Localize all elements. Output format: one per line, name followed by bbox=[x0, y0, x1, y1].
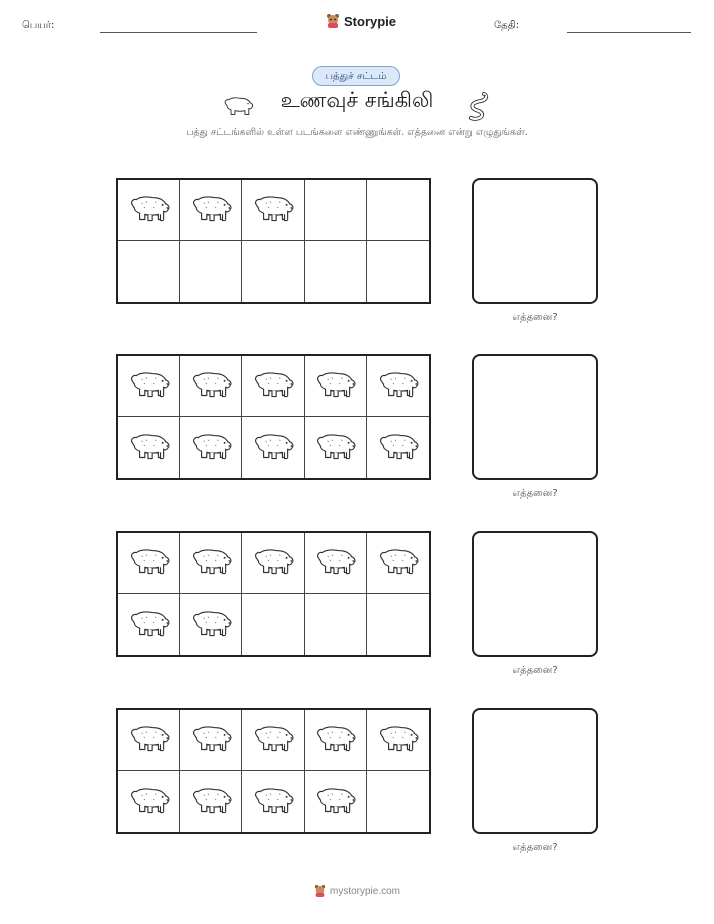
polar-bear-icon bbox=[312, 721, 358, 759]
ten-frame-cell bbox=[367, 594, 429, 655]
worm-icon bbox=[466, 91, 490, 125]
ten-frame-cell bbox=[180, 594, 242, 655]
polar-bear-icon bbox=[250, 783, 296, 821]
answer-box[interactable] bbox=[472, 708, 598, 834]
ten-frame-cell bbox=[118, 356, 180, 417]
answer-box[interactable] bbox=[472, 354, 598, 480]
ten-frame-cell bbox=[367, 417, 429, 478]
ten-frame-cell bbox=[180, 771, 242, 832]
ten-frame bbox=[116, 708, 431, 834]
polar-bear-icon bbox=[126, 606, 172, 644]
how-many-label: எத்தனை? bbox=[512, 842, 558, 853]
date-line[interactable] bbox=[567, 32, 691, 33]
polar-bear-icon bbox=[312, 367, 358, 405]
ten-frame-cell bbox=[242, 356, 304, 417]
polar-bear-icon bbox=[126, 429, 172, 467]
ten-frame bbox=[116, 354, 431, 480]
worksheet-title: உணவுச் சங்கிலி bbox=[280, 88, 434, 112]
ten-frame-cell bbox=[242, 241, 304, 302]
polar-bear-icon bbox=[250, 429, 296, 467]
polar-bear-icon bbox=[126, 367, 172, 405]
polar-bear-icon bbox=[250, 721, 296, 759]
polar-bear-icon bbox=[375, 429, 421, 467]
ten-frame bbox=[116, 531, 431, 657]
polar-bear-icon bbox=[312, 544, 358, 582]
polar-bear-icon bbox=[312, 783, 358, 821]
polar-bear-icon bbox=[375, 721, 421, 759]
ten-frame-cell bbox=[305, 533, 367, 594]
polar-bear-icon bbox=[188, 429, 234, 467]
how-many-label: எத்தனை? bbox=[512, 665, 558, 676]
ten-frame-cell bbox=[180, 417, 242, 478]
ten-frame-cell bbox=[367, 771, 429, 832]
ten-frame-cell bbox=[305, 771, 367, 832]
polar-bear-icon bbox=[126, 721, 172, 759]
name-label: பெயர்: bbox=[22, 20, 55, 31]
footer bbox=[0, 884, 714, 898]
ten-frame-cell bbox=[305, 417, 367, 478]
ten-frame-cell bbox=[367, 533, 429, 594]
ten-frame-cell bbox=[180, 180, 242, 241]
ten-frame-cell bbox=[118, 771, 180, 832]
ten-frame-cell bbox=[118, 594, 180, 655]
instructions: பத்து சட்டங்களில் உள்ள படங்களை எண்ணுங்கள். எத்தனை என்று எழுதுங்கள். bbox=[186, 127, 528, 138]
ten-frame-cell bbox=[242, 771, 304, 832]
brand-logo bbox=[326, 13, 396, 29]
answer-box[interactable] bbox=[472, 531, 598, 657]
polar-bear-icon bbox=[126, 191, 172, 229]
ten-frame bbox=[116, 178, 431, 304]
ten-frame-cell bbox=[367, 241, 429, 302]
polar-bear-icon bbox=[126, 544, 172, 582]
date-label: தேதி: bbox=[494, 20, 520, 31]
polar-bear-icon bbox=[250, 191, 296, 229]
footer-url[interactable]: mystorypie.com bbox=[329, 885, 400, 897]
polar-bear-icon bbox=[375, 544, 421, 582]
ten-frame-cell bbox=[367, 180, 429, 241]
ten-frame-cell bbox=[305, 594, 367, 655]
name-line[interactable] bbox=[100, 32, 257, 33]
ten-frame-cell bbox=[305, 356, 367, 417]
polar-bear-icon bbox=[250, 544, 296, 582]
ten-frame-cell bbox=[242, 710, 304, 771]
ten-frame-cell bbox=[180, 241, 242, 302]
storypie-mascot-icon bbox=[314, 884, 326, 898]
ten-frame-cell bbox=[367, 356, 429, 417]
polar-bear-icon bbox=[188, 191, 234, 229]
polar-bear-icon bbox=[375, 367, 421, 405]
topic-badge: பத்துச் சட்டம் bbox=[312, 66, 400, 86]
ten-frame-cell bbox=[242, 594, 304, 655]
ten-frame-cell bbox=[242, 533, 304, 594]
ten-frame-cell bbox=[180, 533, 242, 594]
polar-bear-icon bbox=[188, 544, 234, 582]
ten-frame-cell bbox=[305, 180, 367, 241]
ten-frame-cell bbox=[118, 710, 180, 771]
ten-frame-cell bbox=[118, 180, 180, 241]
polar-bear-icon bbox=[312, 429, 358, 467]
polar-bear-icon bbox=[126, 783, 172, 821]
storypie-mascot-icon bbox=[326, 13, 340, 29]
ten-frame-cell bbox=[118, 533, 180, 594]
ten-frame-cell bbox=[305, 241, 367, 302]
ten-frame-cell bbox=[118, 241, 180, 302]
polar-bear-icon bbox=[188, 721, 234, 759]
how-many-label: எத்தனை? bbox=[512, 312, 558, 323]
brand-name: Storypie bbox=[344, 13, 397, 29]
ten-frame-cell bbox=[180, 710, 242, 771]
ten-frame-cell bbox=[305, 710, 367, 771]
ten-frame-cell bbox=[180, 356, 242, 417]
ten-frame-cell bbox=[367, 710, 429, 771]
ten-frame-cell bbox=[242, 417, 304, 478]
polar-bear-icon bbox=[250, 367, 296, 405]
answer-box[interactable] bbox=[472, 178, 598, 304]
how-many-label: எத்தனை? bbox=[512, 488, 558, 499]
polar-bear-icon bbox=[188, 606, 234, 644]
ten-frame-cell bbox=[118, 417, 180, 478]
polar-bear-icon bbox=[188, 783, 234, 821]
polar-bear-icon bbox=[188, 367, 234, 405]
ten-frame-cell bbox=[242, 180, 304, 241]
